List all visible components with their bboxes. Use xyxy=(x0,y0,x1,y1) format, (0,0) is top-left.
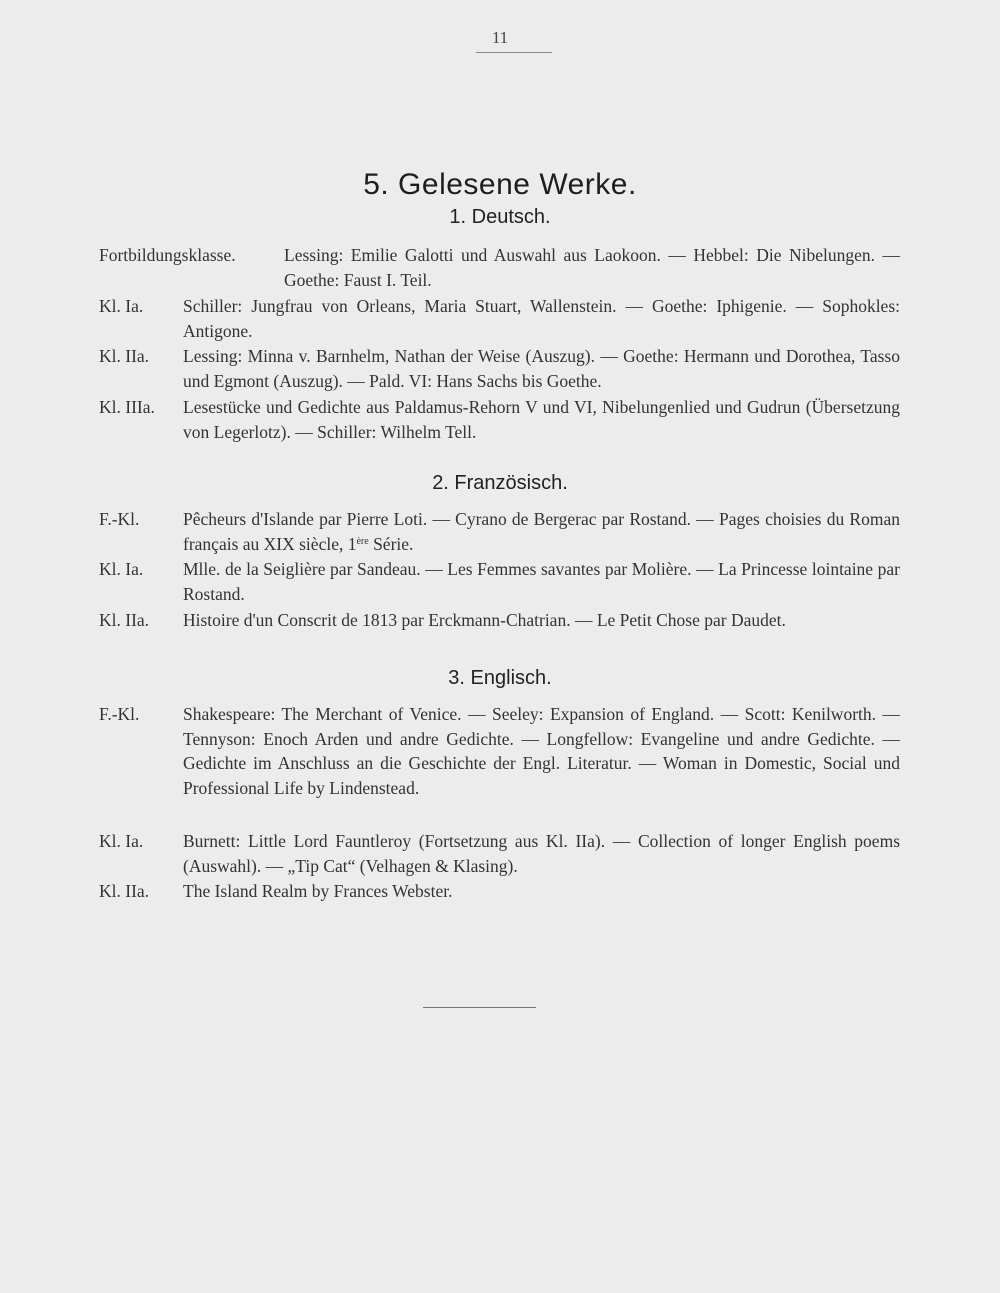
page-title: 5. Gelesene Werke. xyxy=(363,168,637,202)
entry-label: F.-Kl. xyxy=(99,509,140,529)
entry-text: The Island Realm by Frances Webster. xyxy=(183,881,453,901)
entry-text-after: Série. xyxy=(368,533,414,554)
entry-text-main: Pêcheurs d'Islande par Pierre Loti. — Cyrano de Bergerac par Rostand. — Pages choisies du Roman français au XIX siècle, 1 xyxy=(183,509,900,554)
page-number-rule xyxy=(476,52,552,53)
entry-text: Schiller: Jungfrau von Orleans, Maria Stuart, Wallenstein. — Goethe: Iphigenie. — Sophokles: Antigone. xyxy=(183,296,900,341)
entry-label: F.-Kl. xyxy=(99,704,140,724)
entry-label: Kl. IIa. xyxy=(99,346,150,366)
entry-label: Fortbildungsklasse. xyxy=(99,245,236,265)
entry-label: Kl. IIa. xyxy=(99,881,150,901)
entry-label: Kl. IIIa. xyxy=(99,397,155,417)
entry-label: Kl. IIa. xyxy=(99,610,150,630)
entry-text: Histoire d'un Conscrit de 1813 par Erckmann-Chatrian. — Le Petit Chose par Daudet. xyxy=(183,610,786,630)
entry-text: Lessing: Emilie Galotti und Auswahl aus Laokoon. — Hebbel: Die Nibelungen. — Goethe: Faust I. Teil. xyxy=(284,245,900,290)
section-heading-englisch: 3. Englisch. xyxy=(448,667,552,689)
entry-text xyxy=(183,507,900,556)
page-number: 11 xyxy=(491,28,509,47)
entry-label: Kl. Ia. xyxy=(99,831,144,851)
section-heading-deutsch: 1. Deutsch. xyxy=(449,206,551,228)
entry-text: Mlle. de la Seiglière par Sandeau. — Les Femmes savantes par Molière. — La Princesse lointaine par Rostand. xyxy=(183,559,900,604)
entry-text: Shakespeare: The Merchant of Venice. — Seeley: Expansion of England. — Scott: Kenilworth. — Tennyson: Enoch Arden und andre Gedichte. — Longfellow: Evangeline und andre Gedichte. — Gedichte im Anschluss an die Geschichte der Engl. Literatur. — Woman in Domestic, Social und Professional Life by Lindenstead. xyxy=(183,704,900,798)
entry-text: Lessing: Minna v. Barnhelm, Nathan der Weise (Auszug). — Goethe: Hermann und Dorothea, Tasso und Egmont (Auszug). — Pald. VI: Hans Sachs bis Goethe. xyxy=(183,346,900,391)
entry-label: Kl. Ia. xyxy=(99,296,144,316)
entry-text-superscript: ère xyxy=(356,535,369,547)
entry-text: Lesestücke und Gedichte aus Paldamus-Rehorn V und VI, Nibelungenlied und Gudrun (Übersetzung von Legerlotz). — Schiller: Wilhelm Tell. xyxy=(183,397,900,442)
entry-label: Kl. Ia. xyxy=(99,559,144,579)
section-heading-franzoesisch: 2. Französisch. xyxy=(432,472,568,494)
entry-text: Burnett: Little Lord Fauntleroy (Fortsetzung aus Kl. IIa). — Collection of longer English poems (Auswahl). — „Tip Cat“ (Velhagen & Klasing). xyxy=(183,831,900,876)
end-rule xyxy=(423,1007,536,1008)
